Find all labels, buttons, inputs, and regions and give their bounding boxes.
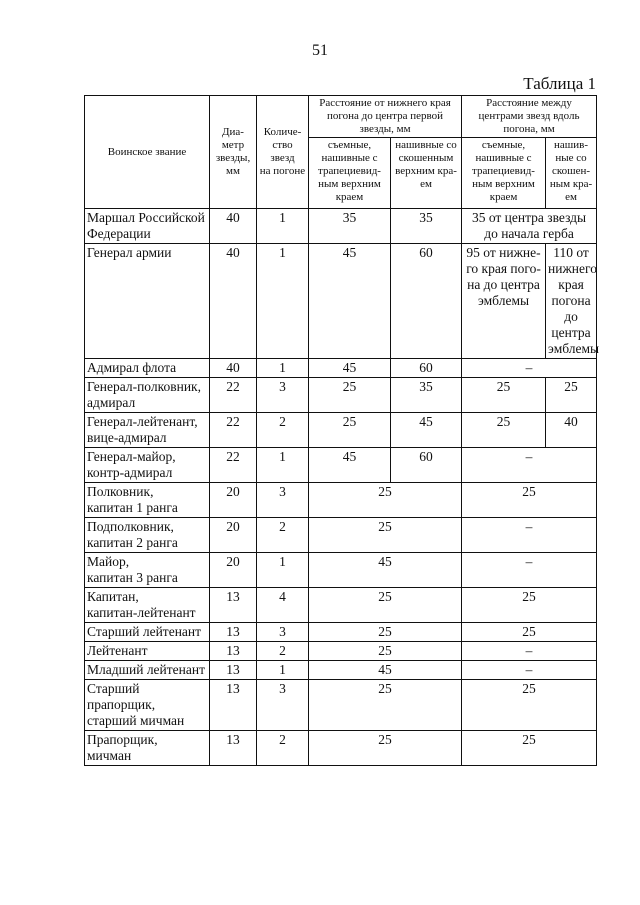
diameter-cell: 13: [210, 588, 257, 623]
count-cell: 3: [257, 483, 309, 518]
distance-between-cell: –: [462, 518, 597, 553]
subheader-removable: съемные, нашивные с трапециевид- ным верхним краем: [309, 138, 391, 209]
table-row: [85, 359, 597, 378]
distance-removable-cell: 45: [309, 359, 391, 378]
distance-from-edge-cell: 25: [309, 731, 462, 766]
header-rank: Воинское звание: [85, 96, 210, 209]
diameter-cell: 13: [210, 623, 257, 642]
subheader-removable-2: съемные, нашивные с трапециевид- ным верхним краем: [462, 138, 546, 209]
table-row: [85, 518, 597, 553]
table-row: [85, 209, 597, 244]
between-sewn-cell: 110 от нижнего края погона до центра эмблемы: [546, 244, 597, 359]
count-cell: 1: [257, 448, 309, 483]
between-sewn-cell: 25: [546, 378, 597, 413]
rank-cell: Генерал-лейтенант, вице-адмирал: [85, 413, 210, 448]
distance-removable-cell: 25: [309, 378, 391, 413]
star-placement-table: [84, 95, 600, 766]
distance-from-edge-cell: 45: [309, 661, 462, 680]
distance-between-cell: 25: [462, 483, 597, 518]
distance-removable-cell: 25: [309, 413, 391, 448]
diameter-cell: 20: [210, 553, 257, 588]
rank-cell: Старший прапорщик, старший мичман: [85, 680, 210, 731]
distance-from-edge-cell: 25: [309, 518, 462, 553]
header-distance-from-edge: Расстояние от нижнего края погона до центра первой звезды, мм: [309, 96, 462, 138]
count-cell: 2: [257, 731, 309, 766]
distance-between-cell: –: [462, 661, 597, 680]
table-row: [85, 661, 597, 680]
count-cell: 3: [257, 623, 309, 642]
diameter-cell: 13: [210, 661, 257, 680]
distance-between-cell: 25: [462, 680, 597, 731]
rank-cell: Подполковник, капитан 2 ранга: [85, 518, 210, 553]
distance-between-cell: 35 от центра звезды до начала герба: [462, 209, 597, 244]
diameter-cell: 13: [210, 642, 257, 661]
table-body: [85, 96, 600, 766]
count-cell: 1: [257, 244, 309, 359]
rank-cell: Лейтенант: [85, 642, 210, 661]
distance-from-edge-cell: 25: [309, 680, 462, 731]
header-diameter: Диа- метр звезды, мм: [210, 96, 257, 209]
rank-cell: Адмирал флота: [85, 359, 210, 378]
count-cell: 1: [257, 359, 309, 378]
count-cell: 1: [257, 209, 309, 244]
distance-removable-cell: 35: [309, 209, 391, 244]
count-cell: 1: [257, 553, 309, 588]
table-row: [85, 483, 597, 518]
subheader-sewn: нашивные со скошенным верхним кра- ем: [391, 138, 462, 209]
between-removable-cell: 25: [462, 413, 546, 448]
table-row: [85, 448, 597, 483]
count-cell: 2: [257, 642, 309, 661]
distance-from-edge-cell: 25: [309, 623, 462, 642]
rank-cell: Полковник, капитан 1 ранга: [85, 483, 210, 518]
distance-removable-cell: 45: [309, 448, 391, 483]
rank-cell: Капитан, капитан-лейтенант: [85, 588, 210, 623]
distance-between-cell: –: [462, 359, 597, 378]
table-row: [85, 642, 597, 661]
table-row: [85, 553, 597, 588]
table-caption: Таблица 1: [523, 74, 596, 93]
diameter-cell: 13: [210, 680, 257, 731]
diameter-cell: 20: [210, 483, 257, 518]
distance-between-cell: 25: [462, 588, 597, 623]
table-row: [85, 731, 597, 766]
diameter-cell: 20: [210, 518, 257, 553]
distance-between-cell: 25: [462, 623, 597, 642]
rank-cell: Маршал Российской Федерации: [85, 209, 210, 244]
distance-from-edge-cell: 45: [309, 553, 462, 588]
diameter-cell: 40: [210, 209, 257, 244]
rank-cell: Прапорщик, мичман: [85, 731, 210, 766]
count-cell: 2: [257, 518, 309, 553]
rank-cell: Генерал-майор, контр-адмирал: [85, 448, 210, 483]
header-row: [85, 96, 597, 138]
count-cell: 2: [257, 413, 309, 448]
distance-sewn-cell: 35: [391, 378, 462, 413]
table-row: [85, 378, 597, 413]
rank-cell: Генерал-полковник, адмирал: [85, 378, 210, 413]
diameter-cell: 40: [210, 359, 257, 378]
header-count: Количе- ство звезд на погоне: [257, 96, 309, 209]
distance-sewn-cell: 60: [391, 244, 462, 359]
table-row: [85, 623, 597, 642]
distance-sewn-cell: 35: [391, 209, 462, 244]
between-removable-cell: 25: [462, 378, 546, 413]
diameter-cell: 22: [210, 378, 257, 413]
count-cell: 3: [257, 680, 309, 731]
table-row: [85, 413, 597, 448]
distance-from-edge-cell: 25: [309, 642, 462, 661]
distance-sewn-cell: 60: [391, 448, 462, 483]
count-cell: 1: [257, 661, 309, 680]
diameter-cell: 22: [210, 448, 257, 483]
distance-from-edge-cell: 25: [309, 588, 462, 623]
diameter-cell: 22: [210, 413, 257, 448]
distance-between-cell: –: [462, 642, 597, 661]
subheader-sewn-2: нашив- ные со скошен- ным кра- ем: [546, 138, 597, 209]
between-removable-cell: 95 от нижне- го края пого- на до центра эмблемы: [462, 244, 546, 359]
distance-sewn-cell: 60: [391, 359, 462, 378]
count-cell: 3: [257, 378, 309, 413]
page-number: 51: [312, 42, 328, 59]
distance-between-cell: 25: [462, 731, 597, 766]
between-sewn-cell: 40: [546, 413, 597, 448]
diameter-cell: 13: [210, 731, 257, 766]
table-row: [85, 588, 597, 623]
header-distance-between: Расстояние между центрами звезд вдоль погона, мм: [462, 96, 597, 138]
count-cell: 4: [257, 588, 309, 623]
distance-sewn-cell: 45: [391, 413, 462, 448]
rank-cell: Младший лейтенант: [85, 661, 210, 680]
rank-cell: Старший лейтенант: [85, 623, 210, 642]
distance-removable-cell: 45: [309, 244, 391, 359]
distance-from-edge-cell: 25: [309, 483, 462, 518]
diameter-cell: 40: [210, 244, 257, 359]
table-row: [85, 244, 597, 359]
distance-between-cell: –: [462, 448, 597, 483]
distance-between-cell: –: [462, 553, 597, 588]
table-row: [85, 680, 597, 731]
rank-cell: Генерал армии: [85, 244, 210, 359]
rank-cell: Майор, капитан 3 ранга: [85, 553, 210, 588]
